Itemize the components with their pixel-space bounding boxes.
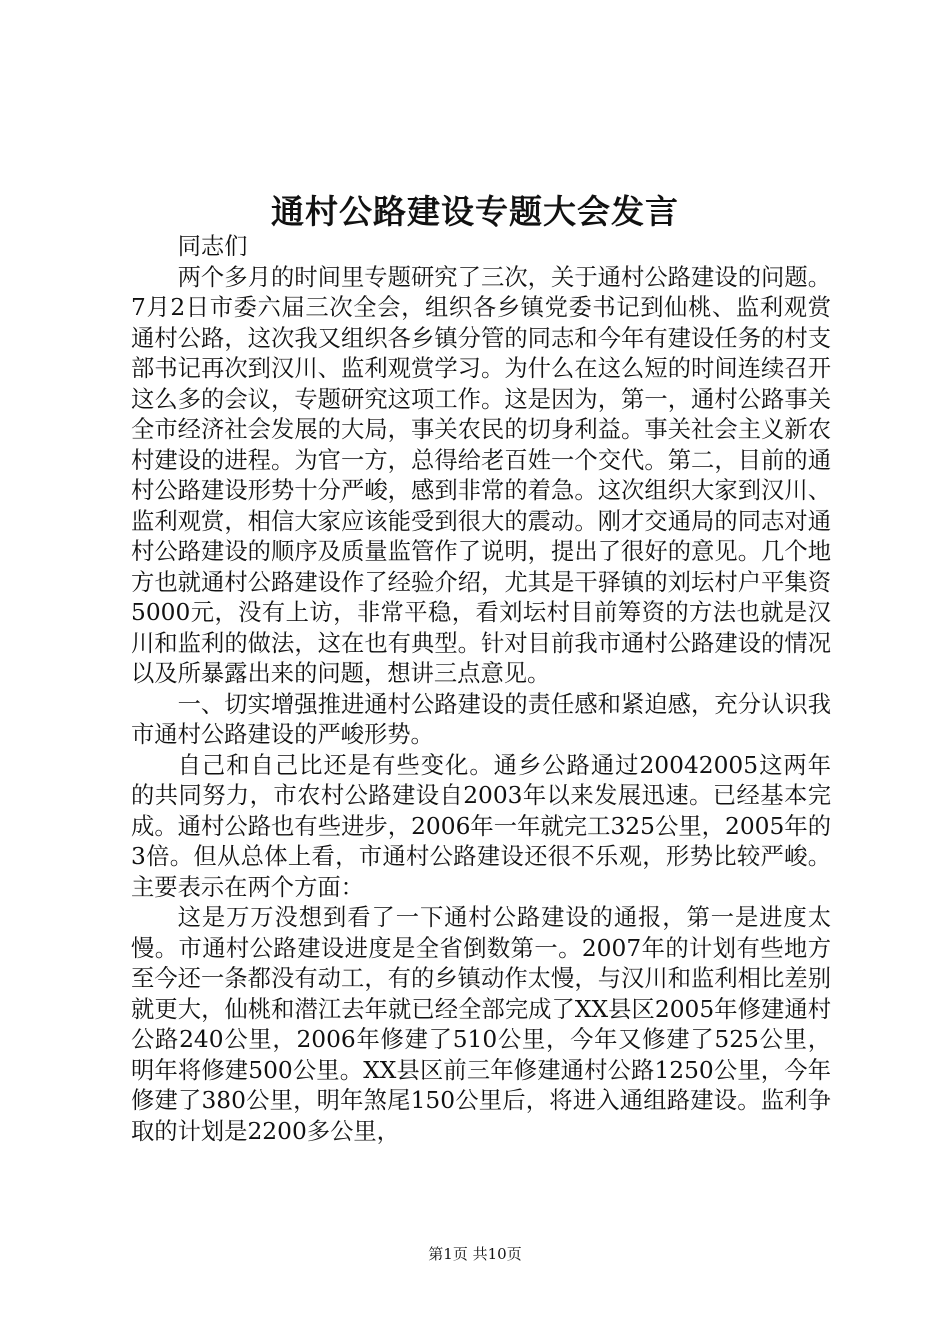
salutation: 同志们 xyxy=(177,233,248,260)
document-title: 通村公路建设专题大会发言 xyxy=(271,192,679,231)
section-heading-1: 一、切实增强推进通村公路建设的责任感和紧迫感，充分认识我市通村公路建设的严峻形势。 xyxy=(131,690,831,748)
paragraph-intro: 两个多月的时间里专题研究了三次，关于通村公路建设的问题。7月2日市委六届三次全会，组织各乡镇党委书记到仙桃、监利观赏通村公路，这次我又组织各乡镇分管的同志和今年有建设任务的村支部书记再次到汉川、监利观赏学习。为什么在这么短的时间连续召开这么多的会议，专题研究这项工作。这是因为，第一，通村公路事关全市经济社会发展的大局，事关农民的切身利益。事关社会主义新农村建设的进程。为官一方，总得给老百姓一个交代。第二，目前的通村公路建设形势十分严峻，感到非常的着急。这次组织大家到汉川、监利观赏，相信大家应该能受到很大的震动。刚才交通局的同志对通村公路建设的顺序及质量监管作了说明，提出了很好的意见。几个地方也就通村公路建设作了经验介绍，尤其是干驿镇的刘坛村户平集资5000元，没有上访，非常平稳，看刘坛村目前筹资的方法也就是汉川和监利的做法，这在也有典型。针对目前我市通村公路建设的情况以及所暴露出来的问题，想讲三点意见。 xyxy=(131,263,831,687)
document-body xyxy=(131,232,831,1147)
paragraph-comparison: 这是万万没想到看了一下通村公路建设的通报，第一是进度太慢。市通村公路建设进度是全省倒数第一。2007年的计划有些地方至今还一条都没有动工，有的乡镇动作太慢，与汉川和监利相比差别就更大，仙桃和潜江去年就已经全部完成了XX县区2005年修建通村公路240公里，2006年修建了510公里，今年又修建了525公里，明年将修建500公里。XX县区前三年修建通村公路1250公里，今年修建了380公里，明年煞尾150公里后，将进入通组路建设。监利争取的计划是2200多公里， xyxy=(131,904,831,1145)
page-footer: 第1页 共10页 xyxy=(428,1245,522,1263)
paragraph-progress: 自己和自己比还是有些变化。通乡公路通过20042005这两年的共同努力，市农村公路建设自2003年以来发展迅速。已经基本完成。通村公路也有些进步，2006年一年就完工325公里，2005年的3倍。但从总体上看，市通村公路建设还很不乐观，形势比较严峻。主要表示在两个方面： xyxy=(131,751,831,901)
